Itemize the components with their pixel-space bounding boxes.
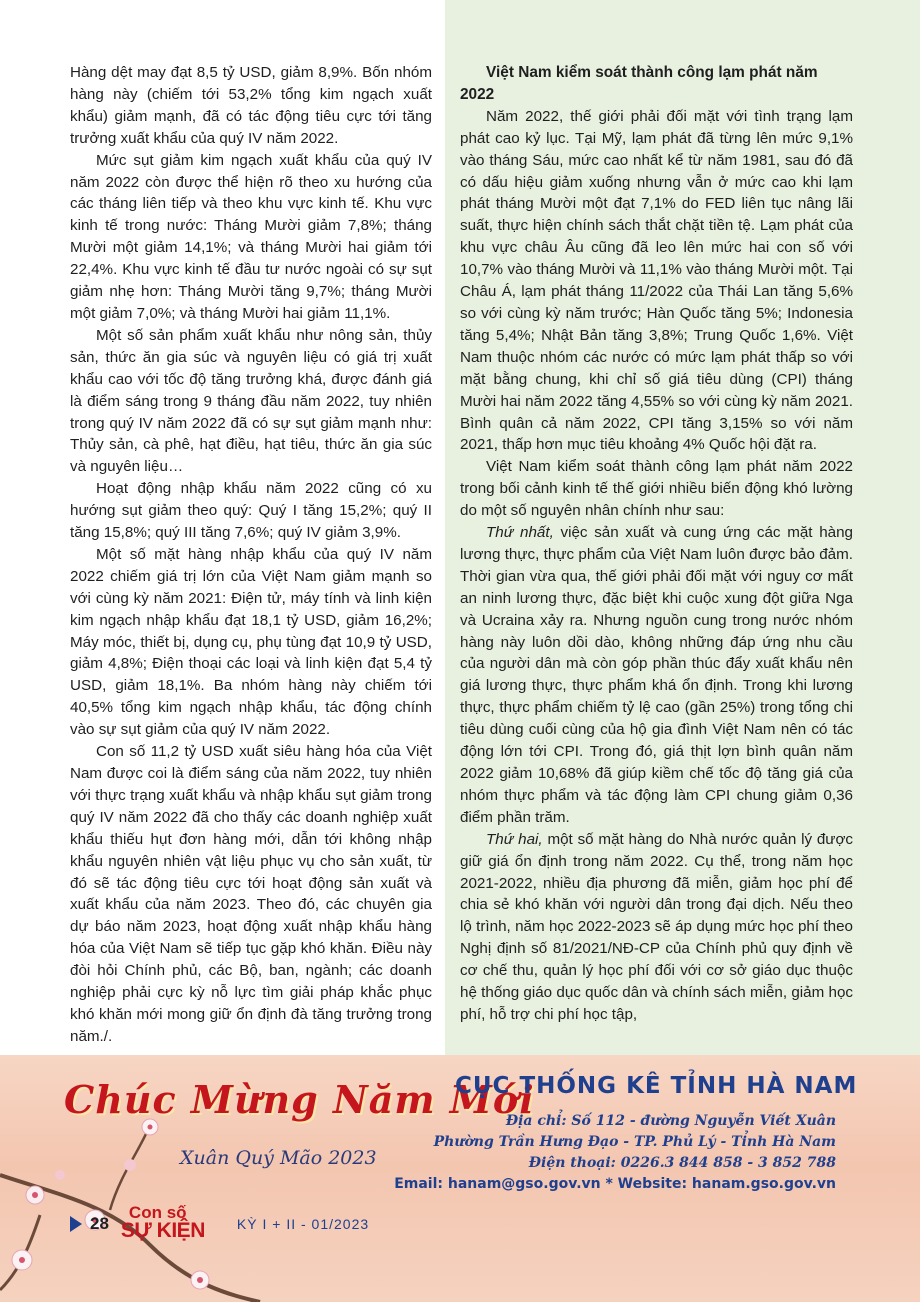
left-column-text (70, 62, 432, 1048)
magazine-logo (120, 1203, 231, 1242)
paragraph: Con số 11,2 tỷ USD xuất siêu hàng hóa của Việt Nam được coi là điểm sáng của năm 2022, tuy nhiên với thực trạng xuất khẩu và nhập khẩu sụt giảm trong quý IV năm 2022 đã cho thấy các doanh nghiệp xuất khẩu thiếu hụt đơn hàng mới, dẫn tới không nhập khẩu nguyên nhiên vật liệu phục vụ cho sản xuất, từ đó sẽ tác động tiêu cực tới hoạt động sản xuất và xuất khẩu của năm 2023. Theo đó, các chuyên gia dự báo năm 2023, hoạt động xuất nhập khẩu hàng hóa của Việt Nam sẽ tiếp tục gặp khó khăn. Điều này đòi hỏi Chính phủ, các Bộ, ban, ngành; các doanh nghiệp phải cực kỳ nỗ lực tìm giải pháp khắc phục khó khăn mới mong giữ ổn định đà tăng trưởng trong năm./. (70, 743, 432, 1045)
address-line-2: Phường Trần Hưng Đạo - TP. Phủ Lý - Tỉnh Hà Nam (433, 1134, 836, 1150)
address-line-1: Địa chỉ: Số 112 - đường Nguyễn Viết Xuân (505, 1113, 836, 1129)
phone-line: Điện thoại: 0226.3 844 858 - 3 852 788 (528, 1155, 836, 1171)
paragraph-body: việc sản xuất và cung ứng các mặt hàng lương thực, thực phẩm của Việt Nam luôn được bảo đảm. Thời gian vừa qua, thế giới phải đối mặt với nguy cơ mất an ninh lương thực, đặc biệt khi cuộc xung đột giữa Nga và Ucraina xảy ra. Nhưng nguồn cung trong nước nhóm hàng này luôn dồi dào, không những đáp ứng nhu cầu của người dân mà còn góp phần thúc đẩy xuất khẩu nên giá lương thực, thực phẩm khá ổn định. Trong khi lương thực, thực phẩm chiếm tỷ lệ cao (gần 25%) trong tổng chi tiêu dùng cuối cùng của hộ gia đình Việt Nam nên có tác động lớn tới CPI. Trong đó, giá thịt lợn bình quân năm 2022 giảm 10,68% đã giúp kiềm chế tốc độ tăng giá của nhóm thực phẩm và tác động làm CPI chung giảm 0,36 điểm phần trăm. (460, 524, 853, 826)
paragraph (460, 829, 853, 1026)
page-number: 28 (90, 1214, 109, 1233)
web-line: Email: hanam@gso.gov.vn * Website: hanam.gso.gov.vn (394, 1176, 836, 1192)
paragraph-lead: Thứ hai, (486, 830, 543, 848)
new-year-greeting: Chúc Mừng Năm Mới (64, 1077, 535, 1122)
section-heading: Việt Nam kiểm soát thành công lạm phát năm 2022 (460, 64, 818, 103)
paragraph-body: một số mặt hàng do Nhà nước quản lý được giữ giá ổn định trong năm 2022. Cụ thể, trong năm học 2021-2022, nhiều địa phương đã miễn, giảm học phí để chia sẻ khó khăn với người dân trong đại dịch. Nếu theo lộ trình, năm học 2022-2023 sẽ áp dụng mức học phí theo Nghị định số 81/2021/NĐ-CP của Chính phủ quy định về cơ chế thu, quản lý học phí đối với cơ sở giáo dục thuộc hệ thống giáo dục quốc dân và chính sách miễn, giảm học phí, hỗ trợ chi phí học tập, (460, 830, 854, 1023)
logo-top-text: Con số (128, 1203, 187, 1222)
left-column (0, 0, 445, 1055)
logo-bottom-text: SỰ KIỆN (120, 1219, 205, 1242)
paragraph: Hàng dệt may đạt 8,5 tỷ USD, giảm 8,9%. Bốn nhóm hàng này (chiếm tới 53,2% tổng kim ngạch xuất khẩu) giảm mạnh, đã có tác động tiêu cực tới tăng trưởng xuất khẩu của quý IV năm 2022. (70, 64, 432, 147)
paragraph: Một số sản phẩm xuất khẩu như nông sản, thủy sản, thức ăn gia súc và nguyên liệu có giá trị xuất khẩu cao với tốc độ tăng trưởng khá, được đánh giá là điểm sáng trong 9 tháng đầu năm 2022, tuy nhiên trong quý IV năm 2022 đã có sự sụt giảm mạnh như: Thủy sản, cà phê, hạt điều, hạt tiêu, thức ăn gia súc và nguyên liệu… (70, 326, 432, 476)
contact-block (394, 1111, 836, 1195)
paragraph: Năm 2022, thế giới phải đối mặt với tình trạng lạm phát cao kỷ lục. Tại Mỹ, lạm phát đã từng lên mức 9,1% vào tháng Sáu, mức cao nhất kể từ năm 1981, sau đó đã có dấu hiệu giảm xuống nhưng vẫn ở mức cao khi lạm phát tháng Mười một đạt 7,1% do FED liên tục nâng lãi suất, thực hiện chính sách thắt chặt tiền tệ. Lạm phát của khu vực châu Âu cũng đã leo lên mức hai con số với 10,7% vào tháng Mười và 11,1% vào tháng Mười một. Tại Châu Á, lạm phát tháng 11/2022 của Thái Lan tăng 5,6% so với cùng kỳ năm trước; Hàn Quốc tăng 5%; Indonesia tăng 5,4%; Nhật Bản tăng 3,8%; Trung Quốc 1,6%. Việt Nam thuộc nhóm các nước có mức lạm phát thấp so với mặt bằng chung, khi chỉ số giá tiêu dùng (CPI) tháng Mười hai năm 2022 tăng 4,55% so với cùng kỳ năm 2021. Bình quân cả năm 2022, CPI tăng 3,15% so với năm 2021, thấp hơn mục tiêu khoảng 4% Quốc hội đặt ra. (460, 107, 853, 454)
year-line: Xuân Quý Mão 2023 (180, 1147, 377, 1169)
paragraph: Một số mặt hàng nhập khẩu của quý IV năm 2022 chiếm giá trị lớn của Việt Nam giảm mạnh so với cùng kỳ năm 2021: Điện tử, máy tính và linh kiện kim ngạch nhập khẩu đạt 18,1 tỷ USD, giảm 16,2%; Máy móc, thiết bị, dụng cụ, phụ tùng đạt 10,9 tỷ USD, giảm 4,8%; Điện thoại các loại và linh kiện đạt 5,4 tỷ USD, giảm 18,1%. Ba nhóm hàng này chiếm tới 40,5% tổng kim ngạch nhập khẩu, tác động chính vào sự sụt giảm của quý IV năm 2022. (70, 545, 432, 739)
issue-label: KỲ I + II - 01/2023 (236, 1216, 370, 1232)
footer-banner (0, 1055, 920, 1302)
paragraph (460, 522, 853, 829)
paragraph: Hoạt động nhập khẩu năm 2022 cũng có xu hướng sụt giảm theo quý: Quý I tăng 15,2%; quý II tăng 15,8%; quý III tăng 7,6%; quý IV giảm 3,9%. (70, 480, 432, 542)
organization-title: CỤC THỐNG KÊ TỈNH HÀ NAM (455, 1073, 858, 1099)
right-column (445, 0, 920, 1055)
paragraph-lead: Thứ nhất, (486, 524, 554, 542)
page-footer (70, 1203, 370, 1242)
arrow-right-icon (70, 1216, 82, 1232)
paragraph: Mức sụt giảm kim ngạch xuất khẩu của quý IV năm 2022 còn được thể hiện rõ theo xu hướng của các tháng liên tiếp và theo khu vực kinh tế. Khu vực kinh tế trong nước: Tháng Mười giảm 7,8%; tháng Mười một giảm 14,1%; và tháng Mười hai giảm tới 22,4%. Khu vực kinh tế đầu tư nước ngoài có sự sụt giảm nhẹ hơn: Tháng Mười tăng 9,7%; tháng Mười một giảm 7,0%; và tháng Mười hai giảm 11,1%. (70, 151, 432, 322)
right-column-text (460, 62, 853, 1026)
paragraph: Việt Nam kiểm soát thành công lạm phát năm 2022 trong bối cảnh kinh tế thế giới nhiều biến động khó lường do một số nguyên nhân chính như sau: (460, 458, 853, 520)
